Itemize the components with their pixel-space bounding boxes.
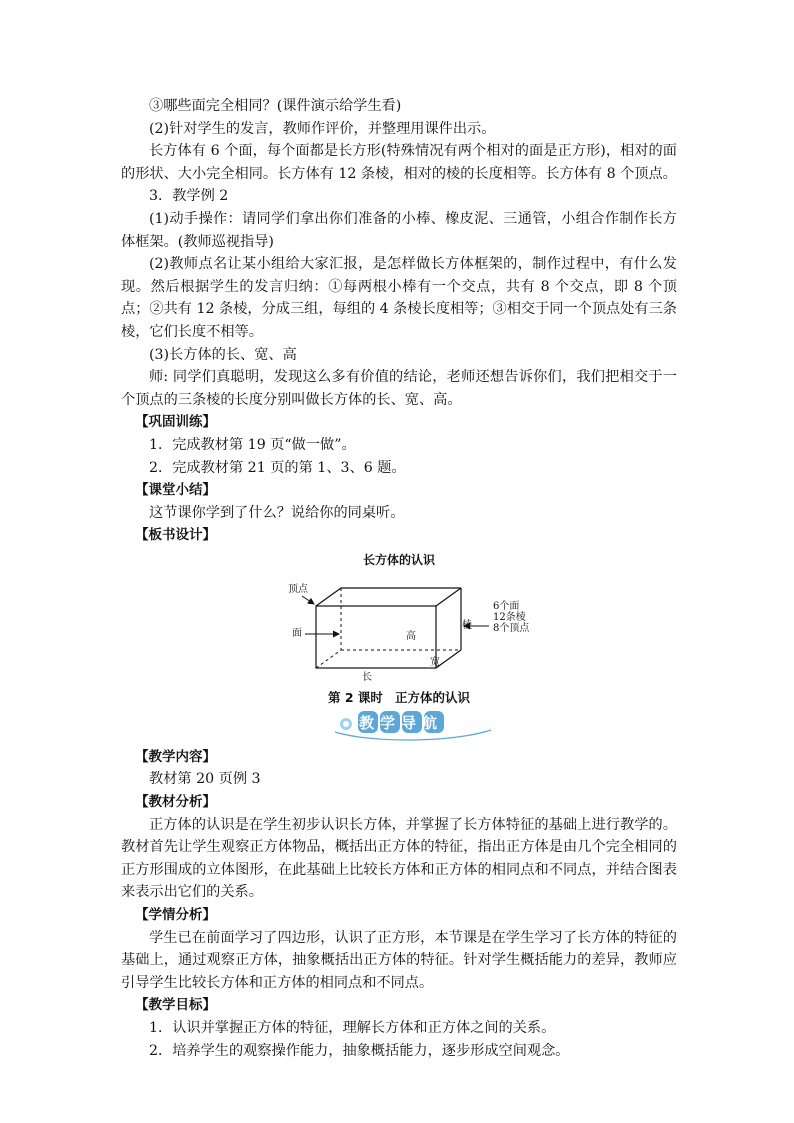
paragraph-cuboid-features: 长方体有 6 个面，每个面都是长方形(特殊情况有两个相对的面是正方形)，相对的面的形状、大小完全相同。长方体有 12 条棱，相对的棱的长度相等。长方体有 8 个顶点。: [121, 143, 677, 182]
heading-summary: 【课堂小结】: [135, 482, 216, 499]
teaching-guide-banner: [121, 708, 677, 746]
document-page: [121, 95, 677, 1062]
paragraph-practice-1: 1．完成教材第 19 页“做一做”。: [149, 436, 356, 453]
note-vertices: 8个顶点: [493, 622, 530, 634]
cuboid-front-face: [316, 606, 436, 668]
cuboid-hidden-edge: [316, 650, 341, 668]
paragraph-question: ③哪些面完全相同？(课件演示给学生看): [149, 98, 402, 114]
paragraph-teacher-speech: 师: 同学们真聪明，发现这么多有价值的结论，老师还想告诉你们，我们把相交于一个顶点的三条棱的长度分别叫做长方体的长、宽、高。: [121, 369, 677, 408]
lesson-title: [121, 688, 677, 708]
diagram-title: 长方体的认识: [362, 552, 435, 567]
paragraph-practice-2: 2．完成教材第 21 页的第 1、3、6 题。: [149, 459, 406, 476]
label-face: 面: [292, 627, 302, 639]
paragraph-textbook-analysis: 正方体的认识是在学生初步认识长方体，并掌握了长方体特征的基础上进行教学的。教材首先让学生观察正方体物品，概括出正方体的特征，指出正方体是由几个完全相同的正方形围成的立体图形，在此基础上比较长方体和正方体的相同点和不同点，并结合图表来表示出它们的关系。: [121, 816, 677, 901]
label-height: 高: [406, 630, 416, 642]
paragraph-summary: 这节课你学到了什么？说给你的同桌听。: [149, 504, 405, 521]
cuboid-figure: [121, 568, 677, 686]
paragraph-example-2: 3．教学例 2: [149, 188, 229, 205]
lesson-name: 正方体的认识: [394, 689, 470, 705]
paragraph-goal-1: 1．认识并掌握正方体的特征，理解长方体和正方体之间的关系。: [149, 1020, 556, 1036]
label-edge-left: 棱: [462, 619, 472, 631]
heading-teaching-content: 【教学内容】: [135, 748, 216, 765]
label-vertex: 顶点: [288, 583, 308, 595]
heading-textbook-analysis: 【教材分析】: [135, 794, 216, 811]
label-length: 长: [362, 671, 372, 683]
heading-learner-analysis: 【学情分析】: [135, 907, 216, 924]
paragraph-teacher-comment: (2)针对学生的发言，教师作评价，并整理用课件出示。: [149, 120, 496, 137]
paragraph-hands-on: (1)动手操作：请同学们拿出你们准备的小棒、橡皮泥、三通管，小组合作制作长方体框架。(教师巡视指导): [121, 210, 677, 250]
cuboid-edge: [316, 588, 341, 606]
note-faces: 6个面: [493, 600, 520, 612]
heading-practice: 【巩固训练】: [135, 414, 216, 431]
lesson-number: 第 2 课时: [328, 689, 383, 705]
banner-graphic: [121, 708, 677, 746]
heading-board-design: 【板书设计】: [135, 527, 216, 544]
vertex-arrow: [302, 596, 314, 604]
banner-text: 教学导航: [358, 713, 444, 732]
paragraph-dimensions: (3)长方体的长、宽、高: [149, 346, 297, 363]
paragraph-goal-2: 2．培养学生的观察操作能力，抽象概括能力，逐步形成空间观念。: [149, 1042, 570, 1059]
label-width: 宽: [430, 656, 440, 668]
paragraph-report: (2)教师点名让某小组给大家汇报，是怎样做长方体框架的，制作过程中，有什么发现。然后根据学生的发言归纳：①每两根小棒有一个交点，共有 8 个交点，即 8 个顶点；②共有 12 条棱，分成三组，每组的 4 条棱长度相等；③相交于同一个顶点处有三条棱，它们长度不相等。: [121, 256, 677, 340]
cuboid-diagram: [121, 568, 677, 686]
cuboid-edge: [436, 588, 461, 606]
heading-teaching-goals: 【教学目标】: [135, 997, 216, 1014]
paragraph-learner-analysis: 学生已在前面学习了四边形，认识了正方形，本节课是在学生学习了长方体的特征的基础上，通过观察正方体，抽象概括出正方体的特征。针对学生概括能力的差异，教师应引导学生比较长方体和正方体的相同点和不同点。: [121, 929, 677, 991]
banner-dot-center: [343, 721, 349, 727]
paragraph-teaching-content: 教材第 20 页例 3: [149, 771, 261, 788]
note-edges: 12条棱: [493, 611, 526, 623]
